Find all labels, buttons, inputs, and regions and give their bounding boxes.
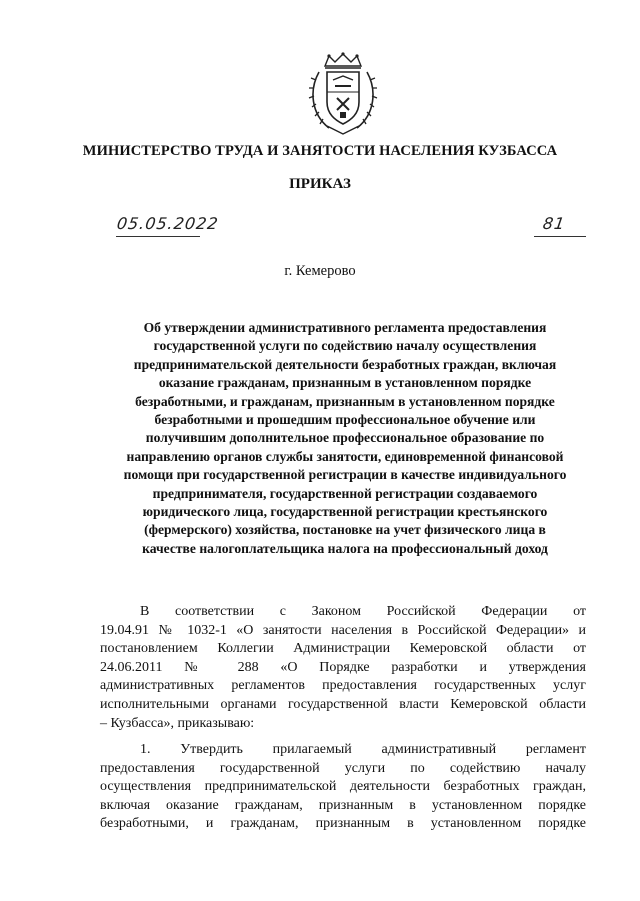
subject-line: юридического лица, государственной регистрации крестьянского	[142, 504, 548, 520]
paragraph-line: безработными, и гражданам, признанным в установленном порядке	[100, 816, 586, 832]
order-item-1	[100, 741, 586, 834]
subject-line: помощи при государственной регистрации в качестве индивидуального	[123, 467, 567, 483]
paragraph-line: 19.04.91 № 1032-1 «О занятости населения в Российской Федерации» и	[100, 622, 586, 638]
kuzbass-coat-of-arms-icon	[307, 52, 379, 136]
subject-line: Об утверждении административного регламента предоставления	[143, 320, 547, 335]
order-subject	[100, 319, 590, 558]
subject-line: получившим дополнительное профессиональное образование по	[145, 430, 545, 446]
paragraph-line: 1. Утвердить прилагаемый административный регламент	[140, 742, 586, 757]
paragraph-line: осуществления предпринимательской деятельности безработных граждан,	[100, 779, 586, 795]
subject-line: предпринимателя, государственной регистрации создаваемого	[152, 485, 538, 501]
paragraph-line: постановлением Коллегии Администрации Кемеровской области от	[100, 641, 586, 657]
document-type: ПРИКАЗ	[289, 176, 351, 192]
subject-line: качестве налогоплательщика налога на профессиональный доход	[142, 540, 548, 556]
city-name: г. Кемерово	[284, 263, 356, 279]
handwritten-order-number: 81	[541, 214, 567, 233]
subject-line: оказание гражданам, признанным в установленном порядке	[158, 375, 532, 391]
subject-line: государственной услуги по содействию началу осуществления	[153, 338, 537, 354]
ministry-name: МИНИСТЕРСТВО ТРУДА И ЗАНЯТОСТИ НАСЕЛЕНИЯ КУЗБАССА	[82, 143, 558, 159]
paragraph-line: В соответствии с Законом Российской Федерации от	[140, 604, 586, 619]
number-underline	[534, 236, 586, 237]
paragraph-line: административных регламентов предоставления государственных услуг	[100, 678, 586, 694]
paragraph-line: 24.06.2011 № 288 «О Порядке разработки и утверждения	[100, 659, 586, 675]
paragraph-line: исполнительными органами государственной власти Кемеровской области	[100, 696, 586, 712]
subject-line: направлению органов службы занятости, единовременной финансовой	[126, 448, 564, 464]
paragraph-line: предоставления государственной услуги по содействию началу	[100, 760, 586, 776]
paragraph-line: включая оказание гражданам, признанным в установленном порядке	[100, 797, 586, 813]
date-underline	[116, 236, 200, 237]
handwritten-date: 05.05.2022	[115, 214, 220, 233]
preamble-paragraph	[100, 603, 586, 733]
subject-line: предпринимательской деятельности безработных граждан, включая	[133, 356, 557, 372]
subject-line: (фермерского) хозяйства, постановке на учет физического лица в	[144, 522, 546, 538]
subject-line: безработными, и гражданам, признанным в установленном порядке	[135, 393, 555, 409]
subject-line: безработными и прошедшим профессиональное обучение или	[154, 412, 536, 428]
paragraph-line: – Кузбасса», приказываю:	[100, 715, 255, 731]
